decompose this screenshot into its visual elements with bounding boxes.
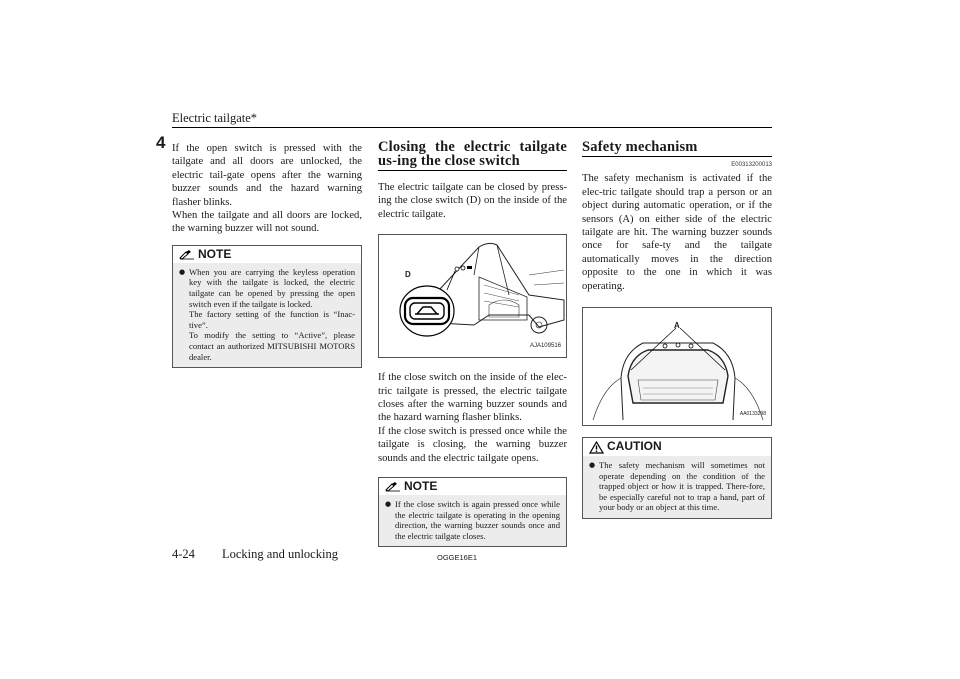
- paragraph: If the close switch is pressed once while the tailgate is closing, the warning buzzer sounds and the electric tailgate opens.: [378, 425, 567, 464]
- figure-callout-label: A: [674, 321, 680, 331]
- paragraph: The safety mechanism is activated if the elec-tric tailgate should trap a person or an object during automatic operation, or if the sensors (A) on either side of the electric tailgate are hit. The warning buzzer sounds once for safe-ty and the tailgate automatically moves in the direction opposite to the one in which it was operating.: [582, 173, 772, 292]
- bullet-icon: ●: [179, 267, 186, 276]
- note-item-text: To modify the setting to “Active”, please contact an authorized MITSUBISHI MOTORS dealer.: [189, 330, 355, 362]
- section-title: Closing the electric tailgate us-ing the close switch: [378, 139, 567, 169]
- note-heading: NOTE: [404, 478, 438, 493]
- caution-heading: CAUTION: [607, 439, 662, 454]
- note-body: [379, 495, 566, 546]
- close-switch-figure: [378, 234, 567, 358]
- note-body: [173, 263, 361, 367]
- note-box: [378, 477, 567, 547]
- bullet-icon: ●: [589, 461, 596, 470]
- note-item-text: If the close switch is again pressed once while the electric tailgate is operating in the opening direction, the warning buzzer sounds once and the electric tailgate closes.: [395, 499, 560, 541]
- bullet-icon: ●: [385, 500, 392, 509]
- column-1: [172, 142, 362, 368]
- note-item: [385, 499, 560, 541]
- figure-callout-label: D: [405, 270, 411, 280]
- figure-code: AJA109516: [529, 342, 561, 349]
- paragraph: When the tailgate and all doors are locked, the warning buzzer will not sound.: [172, 210, 362, 235]
- note-heading: NOTE: [198, 246, 232, 261]
- warning-triangle-icon: [589, 441, 604, 454]
- section-title: Safety mechanism: [582, 140, 772, 157]
- chapter-tab: 4: [156, 133, 170, 159]
- paragraph: If the open switch is pressed with the tailgate and all doors are unlocked, the electric tail-gate opens after the warning buzzer sounds and the hazard warning flasher blinks.: [172, 143, 362, 208]
- note-header: [173, 246, 361, 263]
- paragraph: If the close switch on the inside of the elec-tric tailgate is pressed, the electric tailgate closes after the warning buzzer sounds and the hazard warning flasher blinks.: [378, 372, 567, 424]
- note-icon: [179, 249, 195, 260]
- caution-body: [583, 456, 771, 518]
- caution-box: [582, 437, 772, 519]
- page-number: 4-24: [172, 547, 195, 561]
- caution-item-text: The safety mechanism will sometimes not operate depending on the condition of the trapped object or how it is trapped. There-fore, be especially careful not to trap a hand, part of your body or an object at this time.: [599, 460, 765, 513]
- paragraph: The electric tailgate can be closed by press-ing the close switch (D) on the inside of the electric tailgate.: [378, 182, 567, 220]
- note-item-text: The factory setting of the function is “Inac-tive”.: [189, 309, 355, 330]
- note-item: [179, 267, 355, 362]
- document-code: OGGE16E1: [437, 553, 478, 562]
- note-header: [379, 478, 566, 495]
- caution-header: [583, 438, 771, 456]
- header-rule: [172, 127, 772, 128]
- footer-section-title: Locking and unlocking: [222, 547, 338, 561]
- figure-code: AA0133298: [739, 410, 766, 417]
- page-header-title: Electric tailgate*: [172, 111, 258, 125]
- safety-sensor-figure: [582, 307, 772, 426]
- column-3: [582, 140, 772, 519]
- column-2: [378, 140, 567, 547]
- note-item-text: When you are carrying the keyless operation key with the tailgate is locked, the electric tailgate can be opened by pressing the open switch even if the tailgate is locked.: [189, 266, 355, 309]
- note-box: [172, 245, 362, 368]
- note-icon: [385, 481, 401, 492]
- section-code: E00313200013: [731, 162, 772, 168]
- caution-item: [589, 460, 765, 513]
